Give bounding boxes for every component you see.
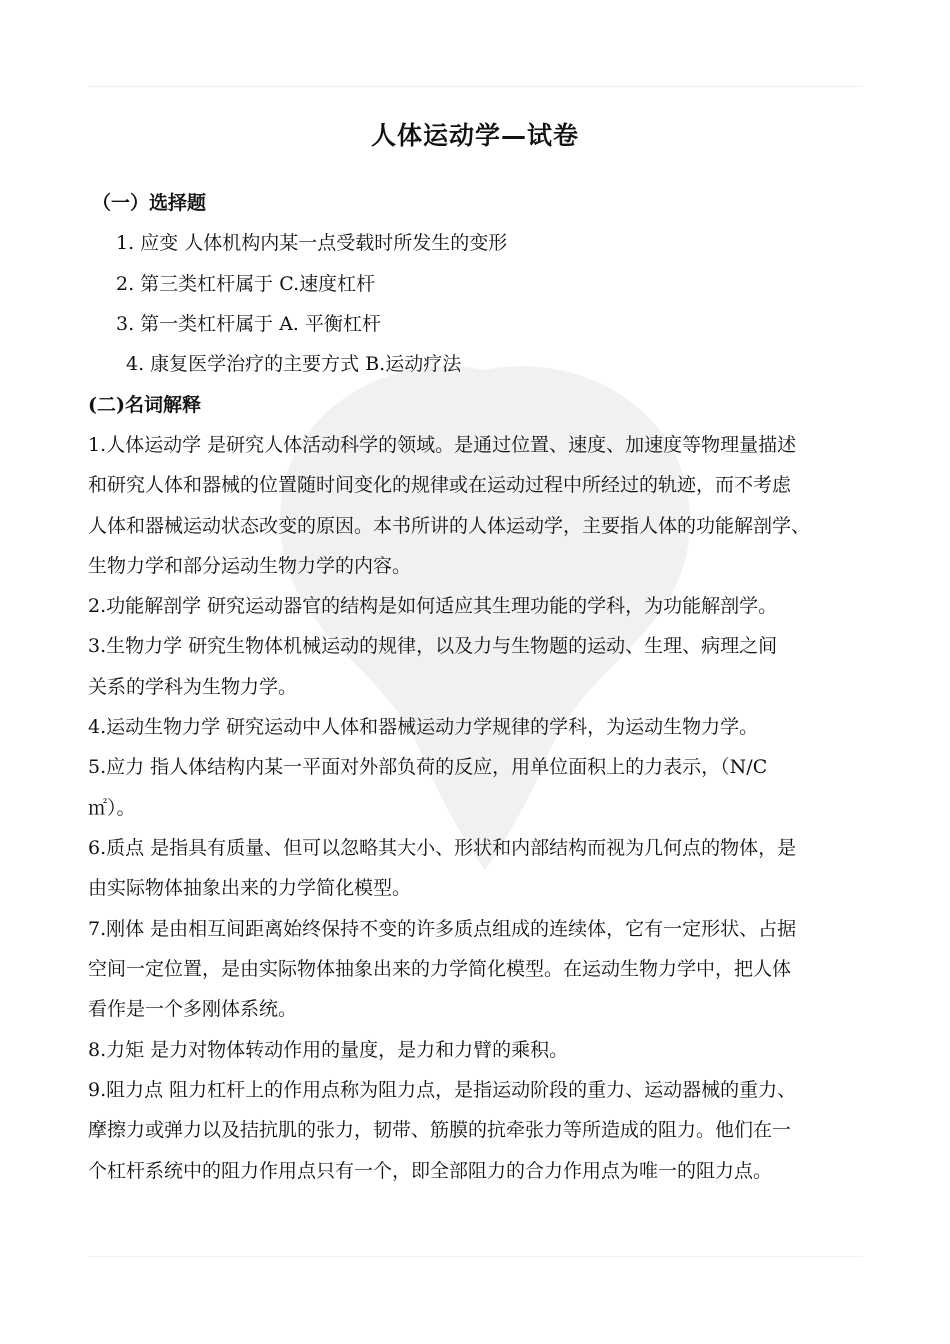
term-line: 3.生物力学 研究生物体机械运动的规律，以及力与生物题的运动、生理、病理之间 [88, 635, 778, 657]
term-line: 生物力学和部分运动生物力学的内容。 [88, 555, 412, 577]
term-line: 人体和器械运动状态改变的原因。本书所讲的人体运动学，主要指人体的功能解剖学、 [88, 515, 811, 537]
term-line: 9.阻力点 阻力杠杆上的作用点称为阻力点，是指运动阶段的重力、运动器械的重力、 [88, 1079, 797, 1101]
term-line: 4.运动生物力学 研究运动中人体和器械运动力学规律的学科，为运动生物力学。 [88, 716, 759, 738]
term-line: 7.刚体 是由相互间距离始终保持不变的许多质点组成的连续体，它有一定形状、占据 [88, 918, 797, 940]
term-line: 摩擦力或弹力以及拮抗肌的张力，韧带、筋膜的抗牵张力等所造成的阻力。他们在一 [88, 1119, 792, 1141]
term-line: 个杠杆系统中的阻力作用点只有一个，即全部阻力的合力作用点为唯一的阻力点。 [88, 1160, 773, 1182]
term-line: 空间一定位置，是由实际物体抽象出来的力学简化模型。在运动生物力学中，把人体 [88, 958, 792, 980]
term-line: 由实际物体抽象出来的力学简化模型。 [88, 877, 412, 899]
section-heading-choice: （一）选择题 [92, 192, 207, 214]
bottom-divider [88, 1256, 863, 1257]
term-line: 和研究人体和器械的位置随时间变化的规律或在运动过程中所经过的轨迹，而不考虑 [88, 474, 792, 496]
choice-item-4: 4. 康复医学治疗的主要方式 B.运动疗法 [126, 353, 462, 375]
choice-item-3: 3. 第一类杠杆属于 A. 平衡杠杆 [116, 313, 382, 335]
term-line: 1.人体运动学 是研究人体活动科学的领域。是通过位置、速度、加速度等物理量描述 [88, 434, 797, 456]
term-line: 5.应力 指人体结构内某一平面对外部负荷的反应，用单位面积上的力表示，（N/C [88, 756, 768, 778]
section-heading-terms: (二)名词解释 [88, 394, 201, 416]
term-line: 6.质点 是指具有质量、但可以忽略其大小、形状和内部结构而视为几何点的物体，是 [88, 837, 797, 859]
choice-item-1: 1. 应变 人体机构内某一点受载时所发生的变形 [116, 232, 508, 254]
top-divider [88, 86, 863, 87]
document-title: 人体运动学—试卷 [370, 121, 579, 150]
term-line: 8.力矩 是力对物体转动作用的量度，是力和力臂的乘积。 [88, 1039, 569, 1061]
term-line: 关系的学科为生物力学。 [88, 676, 298, 698]
term-line: ㎡）。 [88, 797, 136, 819]
term-line: 2.功能解剖学 研究运动器官的结构是如何适应其生理功能的学科，为功能解剖学。 [88, 595, 778, 617]
choice-item-2: 2. 第三类杠杆属于 C.速度杠杆 [116, 273, 376, 295]
term-line: 看作是一个多刚体系统。 [88, 998, 298, 1020]
